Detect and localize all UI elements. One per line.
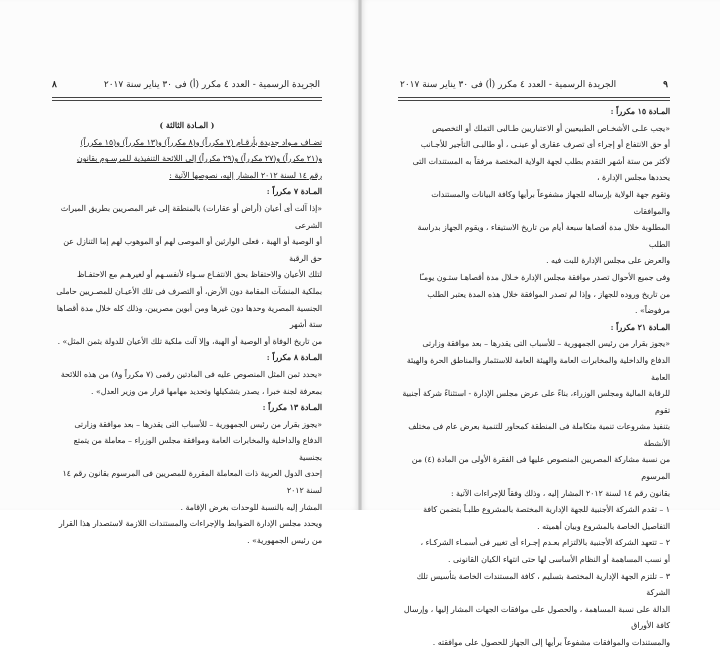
- article-heading: المـادة ١٣ مكرراً :: [262, 403, 322, 413]
- text-line: من تاريخ الوفاة أو الوصية أو الهبة، وإلا آلت ملكية تلك الأعيان للدولة بثمن المثل» .: [57, 336, 322, 346]
- left-page-body: [52, 118, 322, 549]
- text-line: «يجب علـى الأشخـاص الطبيعيين أو الاعتباريين طـالبى التملك أو التخصيص: [432, 123, 670, 133]
- text-line: والمستندات والموافقات مشفوعاً برأيها إلى الجهاز للحصول على موافقته .: [432, 638, 670, 647]
- text-line: أو حق الانتفاع أو إجراء أى تصرف عقارى أو عينـى ، أو طالبـى التأجير للأجـانب: [420, 140, 670, 150]
- article-heading: المـادة ٢١ مكرراً :: [610, 322, 670, 332]
- left-page-number: ٨: [52, 80, 57, 90]
- text-line: الدفاع والداخلية والمخابرات العامة والهيئة العامة للاستثمار والمناطق الحرة والهيئة العامة: [406, 355, 670, 382]
- text-line: «إذا آلت أى أعيان (أراض أو عقارات) بالمنطقة إلى غير المصريين بطريق الميراث الشرعى: [60, 203, 322, 230]
- book-spine: [358, 0, 362, 510]
- text-line: وتقوم جهة الولاية بإرساله للجهاز مشفوعاً برأيها وكافة البيانات والمستندات والموافقات: [431, 189, 670, 216]
- text-line: الدفاع والداخلية والمخابرات العامة وموافقة مجلس الوزراء – معاملة من يتمتع بجنسية: [73, 436, 322, 462]
- article-heading: المـادة ١٥ مكرراً :: [610, 107, 670, 116]
- text-line: الجنسية المصرية وحدها دون غيرها ومن أبوين مصريين، وذلك كله خلال مدة أقصاها ستة أشهر: [56, 303, 322, 330]
- right-page-header: [400, 80, 668, 96]
- text-line: بمعرفة لجنة خبرا ، يصدر بتشكيلها وتحديد مهامها قرار من وزير العدل» .: [91, 386, 322, 396]
- text-line: «يحدد ثمن المثل المنصوص عليه فى المادتين رقمى (٧ مكرراً و٨) من هذه اللائحة: [60, 369, 322, 379]
- text-line: «يجوز بقرار من رئيس الجمهورية – للأسباب التى يقدرها – بعد موافقة وزارتى: [422, 339, 670, 349]
- text-line: ١ – تقدم الشركة الأجنبية للجهة الإدارية المختصة بالمشروع طلبـاً بتضمن كافة: [423, 505, 670, 515]
- text-line: الدالة على نسبة المساهمة ، والحصول على موافقات الجهات المشار إليها ، وإرسال كافة الأوراق: [403, 604, 670, 631]
- text-line: المشار إليه بالنسبة للوحدات بغرض الإقامة .: [180, 502, 322, 512]
- text-line: لأكثر من ستة أشهر التقدم بطلب لجهة الولاية المختصة مرفقاً به المستندات التى يحددها مجلس الإدارة ،: [412, 156, 670, 183]
- left-page-header: [52, 80, 320, 96]
- text-line: وفى جميع الأحوال تصدر موافقة مجلس الإدارة خـلال مدة أقصاهـا ستـون يومـًا: [419, 272, 670, 282]
- text-line: للرقابة المالية ومجلس الوزراء، بناءً على عرض مجلس الإدارة - استثناءً شركة أجنبية تقوم: [402, 389, 670, 415]
- text-line: والعرض على مجلس الإدارة للبت فيه .: [546, 256, 670, 266]
- text-line: «يجوز بقرار من رئيس الجمهورية – للأسباب التى يقدرها – بعد موافقة وزارتى: [74, 419, 322, 429]
- text-line: إحدى الدول العربية ذات المعاملة المقررة للمصريين فى المرسوم بقانون رقم ١٤ لسنة ٢٠١٢: [62, 469, 322, 496]
- right-page-number: ٩: [663, 80, 668, 90]
- text-line: بملكية المنشآت المقامة دون الأرض، أو التصرف فى تلك الأعيـان للمصـريين حاملى: [56, 286, 322, 296]
- left-page-title: الجريدة الرسمية - العدد ٤ مكرر (أ) فى ٣٠ يناير سنة ٢٠١٧: [103, 80, 320, 90]
- text-line: أو نسب المساهمة أو النظام الأساسى لها حتى انتهاء الكيان القانونى .: [448, 555, 670, 565]
- text-line: التفاصيل الخاصة بالمشروع وبيان أهميته .: [537, 521, 670, 531]
- text-line: و(٢١ مكرراً) و(٢٧ مكرراً) و(٢٩ مكرراً) إلى اللائحة التنفيذية للمرسـوم بقانون: [76, 154, 322, 164]
- text-line: لتلك الأعيان والاحتفاظ بحق الانتفـاع سـواء لأنفسـهم أو لغيرهـم مع الاحتفـاظ: [76, 270, 322, 280]
- right-page-body: [398, 104, 670, 652]
- text-line: من نسبة مشاركة المصريين المنصوص عليها فى الفقرة الأولى من المادة (٤) من المرسوم: [411, 455, 670, 482]
- text-line: من تاريخ وروده للجهاز ، وإذا لم تصدر الموافقة خلال هذه المدة يعتبر الطلب مرفوضاً» .: [427, 289, 670, 316]
- text-line: ويحدد مجلس الإدارة الضوابط والإجراءات والمستندات اللازمة لاستصدار هذا القرار: [58, 519, 322, 529]
- text-line: أو الوصية أو الهبة ، فعلى الوارثين أو الموصى لهم أو الموهوب لهم إما التنازل عن حق الرقبة: [63, 237, 322, 263]
- left-header-rule: [52, 97, 322, 101]
- text-line: رقم ١٤ لسنة ٢٠١٢ المشار إليه، نصوصها الآتية :: [169, 170, 322, 180]
- text-line: بقانون رقم ١٤ لسنة ٢٠١٢ المشار إليه ، وذلك وفقاً للإجراءات الآتية :: [450, 488, 670, 498]
- text-line: ٣ – تلتزم الجهة الإدارية المختصة بتسليم ، كافة المستندات الخاصة بتأسيس تلك الشركة: [416, 571, 670, 598]
- right-header-rule: [398, 97, 670, 101]
- text-line: بتنفيذ مشروعات تنمية متكاملة فى المنطقة كمحاور للتنمية بعرض عام فى مختلف الأنشطة: [408, 422, 670, 448]
- text-line: ٢ – تتعهد الشركة الأجنبية بالالتزام بعـدم إجـراء أى تغيير فى أسمـاء الشركـاء ،: [420, 538, 670, 548]
- right-page-title: الجريدة الرسمية - العدد ٤ مكرر (أ) فى ٣٠ يناير سنة ٢٠١٧: [400, 80, 617, 90]
- text-line: المطلوبة خلال مدة أقصاها سبعة أيام من تاريخ الاستيفاء ، ويقوم الجهاز بدراسة الطلب: [417, 223, 670, 249]
- text-line: من رئيس الجمهورية» .: [247, 535, 322, 545]
- article-heading: المـادة ٧ مكرراً :: [266, 187, 322, 197]
- article-heading: ( المـادة الثالثة ): [159, 121, 215, 130]
- text-line: تضـاف مـواد جديدة بأرقـام (٧ مكرراً) و(٨ مكرراً) و(١٣ مكرراً) و(١٥ مكرراً): [80, 137, 322, 147]
- article-heading: المـادة ٨ مكرراً :: [266, 353, 322, 363]
